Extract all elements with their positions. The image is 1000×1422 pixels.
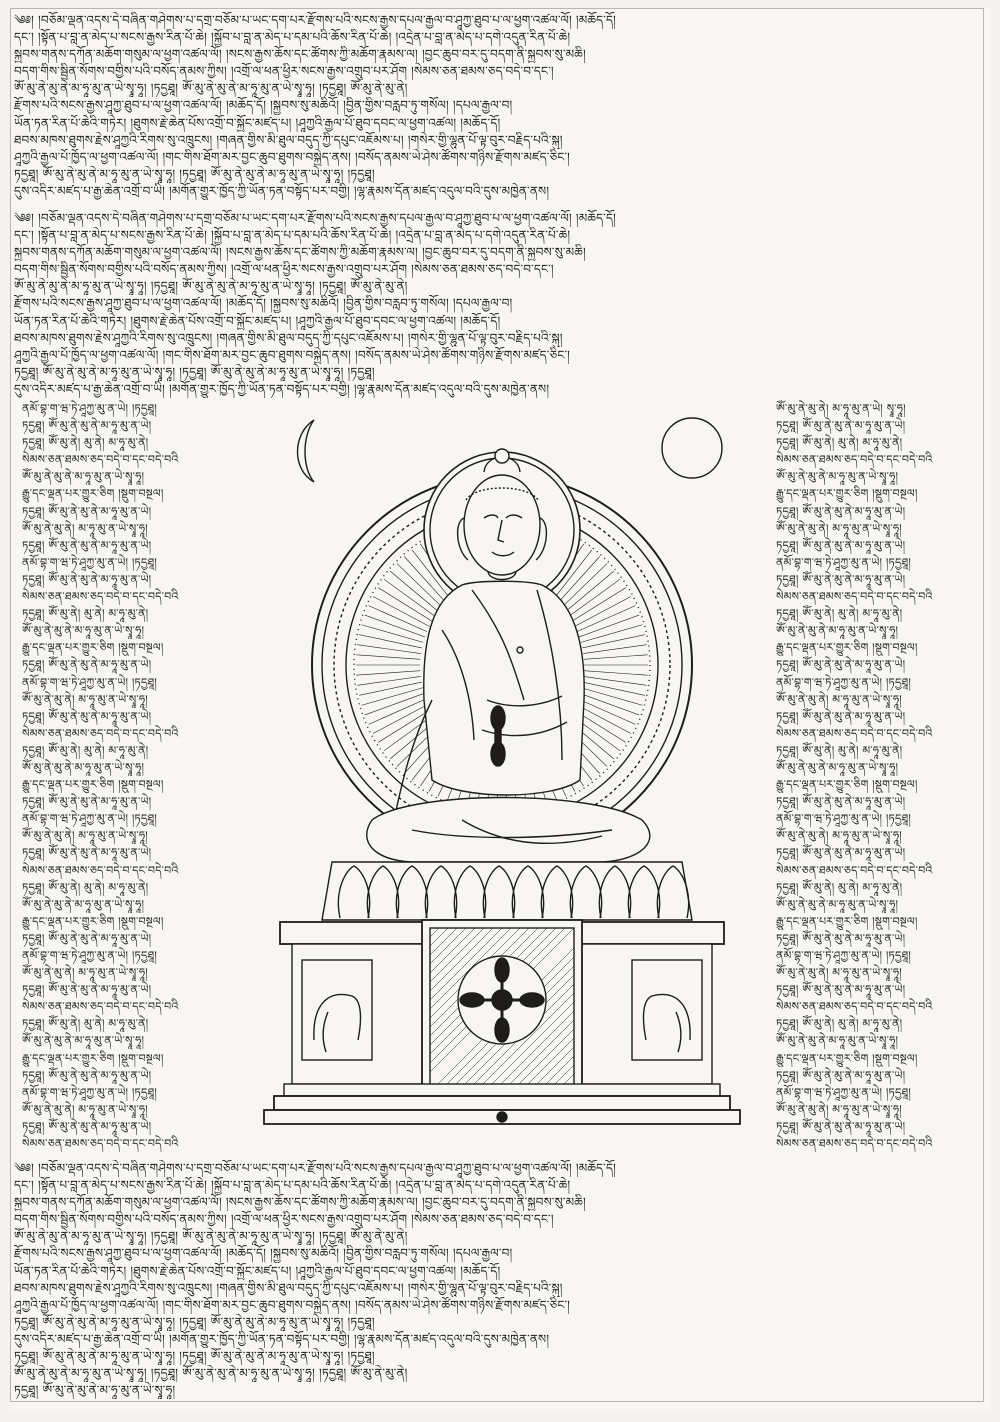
text-line: ཨོཾ་མུ་ནེ་མུ་ནེ། མ་ཧཱ་མུ་ན་ཡེ་སྭཱ་ཧཱ།	[22, 692, 148, 706]
text-line: ཏདྱཐཱ། ཨོཾ་མུ་ནེ་མུ་ནེ་མ་ཧཱ་མུ་ན་ཡེ།	[776, 572, 906, 586]
text-line: རྒྱུ་དང་ལྡན་པར་གྱུར་ཅིག །སྡུག་བསྔལ།	[22, 914, 164, 928]
text-line: སེམས་ཅན་ཐམས་ཅད་བདེ་བ་དང་བདེ་བའི	[22, 453, 179, 467]
text-line: སེམས་ཅན་ཐམས་ཅད་བདེ་བ་དང་བདེ་བའི	[776, 1000, 933, 1014]
text-line: བདག་གིས་སྦྱིན་སོགས་བགྱིས་པའི་བསོད་ནམས་ཀྱིས། །འགྲོ་ལ་ཕན་ཕྱིར་སངས་རྒྱས་འགྲུབ་པར་ཤོག །སེམས་ཅན་ཐམས་ཅད་བདེ་བ་དང་།	[14, 1212, 554, 1227]
text-line: ཏདྱཐཱ། ཨོཾ་མུ་ནེ་མུ་ནེ་མ་ཧཱ་མུ་ན་ཡེ།	[776, 1068, 906, 1082]
text-line: ཏདྱཐཱ། ཨོཾ་མུ་ནེ། མུ་ནེ། མ་ཧཱ་མུ་ནེ།	[776, 743, 903, 757]
text-line: ཨོཾ་མུ་ནེ་མུ་ནེ། མ་ཧཱ་མུ་ན་ཡེ་སྭཱ་ཧཱ།	[22, 1102, 148, 1116]
double-vajra-icon	[458, 956, 546, 1044]
text-line: རྒྱུ་དང་ལྡན་པར་གྱུར་ཅིག །སྡུག་བསྔལ།	[22, 1051, 164, 1065]
text-line: ཨོཾ་མུ་ནེ་མུ་ནེ་མ་ཧཱ་མུ་ན་ཡེ་སྭཱ་ཧཱ། །ཏདྱཐཱ། ཨོཾ་མུ་ནེ་མུ་ནེ་མ་ཧཱ་མུ་ན་ཡེ་སྭཱ་ཧཱ། །ཏདྱཐཱ། ཨོཾ་མུ་ནེ་མུ་ནེ།	[14, 1229, 408, 1244]
text-line: ནམོ་བྷ་ག་ཝ་ཏེ་ཤཱཀྱ་མུ་ན་ཡེ། །ཏདྱཐཱ།	[22, 1085, 158, 1099]
text-line: ཏདྱཐཱ། ཨོཾ་མུ་ནེ་མུ་ནེ་མ་ཧཱ་མུ་ན་ཡེ།	[776, 983, 906, 997]
text-line: ཨོཾ་མུ་ནེ་མུ་ནེ་མ་ཧཱ་མུ་ན་ཡེ་སྭཱ་ཧཱ།	[22, 624, 145, 638]
text-line: དང་། །སྟོན་པ་བླ་ན་མེད་པ་སངས་རྒྱས་རིན་པོ་ཆེ། །སྐྱོབ་པ་བླ་ན་མེད་པ་དམ་པའི་ཆོས་རིན་པོ་ཆེ། །འདྲེན་པ་བླ་ན་མེད་པ་དགེ་འདུན་རིན་པོ་ཆེ།	[14, 228, 571, 243]
text-line: རྒྱུ་དང་ལྡན་པར་གྱུར་ཅིག །སྡུག་བསྔལ།	[22, 778, 164, 792]
text-line: ཨོཾ་མུ་ནེ་མུ་ནེ་མ་ཧཱ་མུ་ན་ཡེ་སྭཱ་ཧཱ། །ཏདྱཐཱ། ཨོཾ་མུ་ནེ་མུ་ནེ་མ་ཧཱ་མུ་ན་ཡེ་སྭཱ་ཧཱ། །ཏདྱཐཱ། ཨོཾ་མུ་ནེ་མུ་ནེ།	[14, 81, 408, 96]
mantra-column-left	[22, 400, 224, 1160]
text-line: ཏདྱཐཱ། ཨོཾ་མུ་ནེ་མུ་ནེ་མ་ཧཱ་མུ་ན་ཡེ།	[776, 795, 906, 809]
text-line: ཏདྱཐཱ། ཨོཾ་མུ་ནེ་མུ་ནེ་མ་ཧཱ་མུ་ན་ཡེ་སྭཱ་ཧཱ། །ཏདྱཐཱ། ཨོཾ་མུ་ནེ་མུ་ནེ་མ་ཧཱ་མུ་ན་ཡེ་སྭཱ་ཧཱ། །ཏདྱཐཱ།	[14, 364, 375, 379]
text-line: ཏདྱཐཱ། ཨོཾ་མུ་ནེ་མུ་ནེ་མ་ཧཱ་མུ་ན་ཡེ།	[22, 983, 152, 997]
text-line: ཨོཾ་མུ་ནེ་མུ་ནེ། མ་ཧཱ་མུ་ན་ཡེ་སྭཱ་ཧཱ།	[22, 521, 148, 535]
text-line: ཏདྱཐཱ། ཨོཾ་མུ་ནེ་མུ་ནེ་མ་ཧཱ་མུ་ན་ཡེ།	[22, 1068, 152, 1082]
text-line: ཨོཾ་མུ་ནེ་མུ་ནེ་མ་ཧཱ་མུ་ན་ཡེ་སྭཱ་ཧཱ།	[776, 470, 899, 484]
prayer-text-top	[14, 12, 976, 202]
text-line: ཨོཾ་མུ་ནེ་མུ་ནེ་མ་ཧཱ་མུ་ན་ཡེ་སྭཱ་ཧཱ།	[776, 897, 899, 911]
text-line: ཏདྱཐཱ། ཨོཾ་མུ་ནེ་མུ་ནེ་མ་ཧཱ་མུ་ན་ཡེ།	[22, 572, 152, 586]
text-line: ཐབས་མཁས་ཐུགས་རྗེས་ཤཱཀྱའི་རིགས་སུ་འཁྲུངས། །གཞན་གྱིས་མི་ཐུལ་བདུད་ཀྱི་དཔུང་འཇོམས་པ། །གསེར་གྱི་ལྷུན་པོ་ལྟ་བུར་བརྗིད་པའི་སྐུ།	[14, 1280, 563, 1295]
text-line: ནམོ་བྷ་ག་ཝ་ཏེ་ཤཱཀྱ་མུ་ན་ཡེ། །ཏདྱཐཱ།	[776, 555, 912, 569]
crossed-legs-icon	[367, 798, 650, 863]
text-line: རྒྱུ་དང་ལྡན་པར་གྱུར་ཅིག །སྡུག་བསྔལ།	[776, 778, 918, 792]
text-line: ཨོཾ་མུ་ནེ་མུ་ནེ་མ་ཧཱ་མུ་ན་ཡེ་སྭཱ་ཧཱ།	[776, 624, 899, 638]
text-line: རྒྱུ་དང་ལྡན་པར་གྱུར་ཅིག །སྡུག་བསྔལ།	[776, 914, 918, 928]
text-line: ཨོཾ་མུ་ནེ་མུ་ནེ། མ་ཧཱ་མུ་ན་ཡེ་སྭཱ་ཧཱ།	[776, 966, 902, 980]
text-line: སྐྱབས་གནས་དཀོན་མཆོག་གསུམ་ལ་ཕྱག་འཚལ་ལོ། །སངས་རྒྱས་ཆོས་དང་ཚོགས་ཀྱི་མཆོག་རྣམས་ལ། །བྱང་ཆུབ་བར་དུ་བདག་ནི་སྐྱབས་སུ་མཆི།	[14, 47, 586, 62]
text-line: ཏདྱཐཱ། ཨོཾ་མུ་ནེ། མུ་ནེ། མ་ཧཱ་མུ་ནེ།	[776, 880, 903, 894]
text-line: ཡོན་ཏན་རིན་པོ་ཆེའི་གཏེར། །ཐུགས་རྗེ་ཆེན་པོས་འགྲོ་བ་སྐྱོང་མཛད་པ། །ཤཱཀྱའི་རྒྱལ་པོ་ཐུབ་དབང་ལ་ཕྱག་འཚལ། །མཆོད་དོ།	[14, 115, 501, 130]
full-moon-icon	[662, 418, 722, 478]
text-line: སེམས་ཅན་ཐམས་ཅད་བདེ་བ་དང་བདེ་བའི	[22, 863, 179, 877]
text-line: བདག་གིས་སྦྱིན་སོགས་བགྱིས་པའི་བསོད་ནམས་ཀྱིས། །འགྲོ་ལ་ཕན་ཕྱིར་སངས་རྒྱས་འགྲུབ་པར་ཤོག །སེམས་ཅན་ཐམས་ཅད་བདེ་བ་དང་།	[14, 262, 554, 277]
text-line: ཨོཾ་མུ་ནེ་མུ་ནེ། མ་ཧཱ་མུ་ན་ཡེ་སྭཱ་ཧཱ།	[776, 1102, 902, 1116]
text-line: ཏདྱཐཱ། ཨོཾ་མུ་ནེ། མུ་ནེ། མ་ཧཱ་མུ་ནེ།	[22, 1017, 149, 1031]
text-line: ཏདྱཐཱ། ཨོཾ་མུ་ནེ་མུ་ནེ་མ་ཧཱ་མུ་ན་ཡེ།	[22, 504, 152, 518]
text-line: ནམོ་བྷ་ག་ཝ་ཏེ་ཤཱཀྱ་མུ་ན་ཡེ། །ཏདྱཐཱ།	[776, 1085, 912, 1099]
buddha-head-icon	[464, 475, 540, 575]
text-line: ཨོཾ་མུ་ནེ་མུ་ནེ་མ་ཧཱ་མུ་ན་ཡེ་སྭཱ་ཧཱ།	[22, 1034, 145, 1048]
text-line: རྫོགས་པའི་སངས་རྒྱས་ཤཱཀྱ་ཐུབ་པ་ལ་ཕྱག་འཚལ་ལོ། །མཆོད་དོ། །སྐྱབས་སུ་མཆིའོ། །བྱིན་གྱིས་བརླབ་ཏུ་གསོལ། །དཔལ་རྒྱལ་བ།	[14, 98, 513, 113]
text-line: སེམས་ཅན་ཐམས་ཅད་བདེ་བ་དང་བདེ་བའི	[776, 863, 933, 877]
text-line: དུས་འདིར་མཛད་པ་རྒྱ་ཆེན་འགྲོ་བ་ཡི། །མགོན་གྱུར་ཁྱོད་ཀྱི་ཡོན་ཏན་བསྟོད་པར་བགྱི། །ལྷ་རྣམས་དོན་མཛད་འདུལ་བའི་དུས་མཁྱེན་ནས།	[14, 381, 550, 396]
text-line: སེམས་ཅན་ཐམས་ཅད་བདེ་བ་དང་བདེ་བའི	[22, 1137, 179, 1151]
text-line: ཏདྱཐཱ། ཨོཾ་མུ་ནེ་མུ་ནེ་མ་ཧཱ་མུ་ན་ཡེ།	[776, 931, 906, 945]
text-line: རྫོགས་པའི་སངས་རྒྱས་ཤཱཀྱ་ཐུབ་པ་ལ་ཕྱག་འཚལ་ལོ། །མཆོད་དོ། །སྐྱབས་སུ་མཆིའོ། །བྱིན་གྱིས་བརླབ་ཏུ་གསོལ། །དཔལ་རྒྱལ་བ།	[14, 296, 513, 311]
text-line: ནམོ་བྷ་ག་ཝ་ཏེ་ཤཱཀྱ་མུ་ན་ཡེ། །ཏདྱཐཱ།	[22, 949, 158, 962]
text-line: ཏདྱཐཱ། ཨོཾ་མུ་ནེ་མུ་ནེ་མ་ཧཱ་མུ་ན་ཡེ་སྭཱ་ཧཱ། །ཏདྱཐཱ། ཨོཾ་མུ་ནེ་མུ་ནེ་མ་ཧཱ་མུ་ན་ཡེ་སྭཱ་ཧཱ། །ཏདྱཐཱ།	[14, 1349, 375, 1364]
pedestal-icon	[264, 920, 740, 1124]
buddha-figure-svg	[262, 400, 762, 1160]
text-line: ཏདྱཐཱ། ཨོཾ་མུ་ནེ་མུ་ནེ་མ་ཧཱ་མུ་ན་ཡེ།	[22, 795, 152, 809]
text-line: ཡོན་ཏན་རིན་པོ་ཆེའི་གཏེར། །ཐུགས་རྗེ་ཆེན་པོས་འགྲོ་བ་སྐྱོང་མཛད་པ། །ཤཱཀྱའི་རྒྱལ་པོ་ཐུབ་དབང་ལ་ཕྱག་འཚལ། །མཆོད་དོ།	[14, 1263, 501, 1278]
text-line: སེམས་ཅན་ཐམས་ཅད་བདེ་བ་དང་བདེ་བའི	[22, 590, 179, 604]
text-line: དང་། །སྟོན་པ་བླ་ན་མེད་པ་སངས་རྒྱས་རིན་པོ་ཆེ། །སྐྱོབ་པ་བླ་ན་མེད་པ་དམ་པའི་ཆོས་རིན་པོ་ཆེ། །འདྲེན་པ་བླ་ན་མེད་པ་དགེ་འདུན་རིན་པོ་ཆེ།	[14, 30, 571, 45]
buddha-illustration	[262, 400, 762, 1160]
text-line: སེམས་ཅན་ཐམས་ཅད་བདེ་བ་དང་བདེ་བའི	[22, 726, 179, 740]
text-line: ཨོཾ་མུ་ནེ་མུ་ནེ་མ་ཧཱ་མུ་ན་ཡེ་སྭཱ་ཧཱ།	[776, 760, 899, 774]
text-line: ནམོ་བྷ་ག་ཝ་ཏེ་ཤཱཀྱ་མུ་ན་ཡེ། །ཏདྱཐཱ།	[22, 402, 158, 415]
text-line: ཏདྱཐཱ། ཨོཾ་མུ་ནེ་མུ་ནེ་མ་ཧཱ་མུ་ན་ཡེ།	[22, 709, 152, 723]
text-line: ཨོཾ་མུ་ནེ་མུ་ནེ་མ་ཧཱ་མུ་ན་ཡེ་སྭཱ་ཧཱ། །ཏདྱཐཱ། ཨོཾ་མུ་ནེ་མུ་ནེ་མ་ཧཱ་མུ་ན་ཡེ་སྭཱ་ཧཱ། །ཏདྱཐཱ། ཨོཾ་མུ་ནེ་མུ་ནེ།	[14, 279, 408, 294]
text-line: ཤཱཀྱའི་རྒྱལ་པོ་ཁྱོད་ལ་ཕྱག་འཚལ་ལོ། །གང་གིས་ཐོག་མར་བྱང་ཆུབ་ཐུགས་བསྐྱེད་ནས། །བསོད་ནམས་ཡེ་ཤེས་ཚོགས་གཉིས་རྫོགས་མཛད་ཅིང་།	[14, 149, 571, 164]
crescent-moon-icon	[298, 420, 315, 482]
text-line: རྫོགས་པའི་སངས་རྒྱས་ཤཱཀྱ་ཐུབ་པ་ལ་ཕྱག་འཚལ་ལོ། །མཆོད་དོ། །སྐྱབས་སུ་མཆིའོ། །བྱིན་གྱིས་བརླབ་ཏུ་གསོལ། །དཔལ་རྒྱལ་བ།	[14, 1246, 513, 1261]
text-line: ཨོཾ་མུ་ནེ་མུ་ནེ། མ་ཧཱ་མུ་ན་ཡེ་སྭཱ་ཧཱ།	[776, 692, 902, 706]
text-line: ཏདྱཐཱ། ཨོཾ་མུ་ནེ་མུ་ནེ་མ་ཧཱ་མུ་ན་ཡེ།	[22, 1119, 152, 1133]
text-line: ཐབས་མཁས་ཐུགས་རྗེས་ཤཱཀྱའི་རིགས་སུ་འཁྲུངས། །གཞན་གྱིས་མི་ཐུལ་བདུད་ཀྱི་དཔུང་འཇོམས་པ། །གསེར་གྱི་ལྷུན་པོ་ལྟ་བུར་བརྗིད་པའི་སྐུ།	[14, 330, 563, 345]
text-line: རྒྱུ་དང་ལྡན་པར་གྱུར་ཅིག །སྡུག་བསྔལ།	[22, 487, 164, 501]
text-line: ཏདྱཐཱ། ཨོཾ་མུ་ནེ་མུ་ནེ་མ་ཧཱ་མུ་ན་ཡེ།	[776, 709, 906, 723]
text-line: ཨོཾ་མུ་ནེ་མུ་ནེ་མ་ཧཱ་མུ་ན་ཡེ་སྭཱ་ཧཱ། །ཏདྱཐཱ། ཨོཾ་མུ་ནེ་མུ་ནེ་མ་ཧཱ་མུ་ན་ཡེ་སྭཱ་ཧཱ། །ཏདྱཐཱ། ཨོཾ་མུ་ནེ་མུ་ནེ།	[14, 1366, 408, 1381]
text-line: ཏདྱཐཱ། ཨོཾ་མུ་ནེ་མུ་ནེ་མ་ཧཱ་མུ་ན་ཡེ་སྭཱ་ཧཱ། །ཏདྱཐཱ། ཨོཾ་མུ་ནེ་མུ་ནེ་མ་ཧཱ་མུ་ན་ཡེ་སྭཱ་ཧཱ། །ཏདྱཐཱ།	[14, 166, 375, 181]
text-line: ༄༅། །བཅོམ་ལྡན་འདས་དེ་བཞིན་གཤེགས་པ་དགྲ་བཅོམ་པ་ཡང་དག་པར་རྫོགས་པའི་སངས་རྒྱས་དཔལ་རྒྱལ་བ་ཤཱཀྱ་ཐུབ་པ་ལ་ཕྱག་འཚལ་ལོ། །མཆོད་དོ།	[14, 1161, 616, 1175]
text-line: བདག་གིས་སྦྱིན་སོགས་བགྱིས་པའི་བསོད་ནམས་ཀྱིས། །འགྲོ་ལ་ཕན་ཕྱིར་སངས་རྒྱས་འགྲུབ་པར་ཤོག །སེམས་ཅན་ཐམས་ཅད་བདེ་བ་དང་།	[14, 64, 554, 79]
text-line: ནམོ་བྷ་ག་ཝ་ཏེ་ཤཱཀྱ་མུ་ན་ཡེ། །ཏདྱཐཱ།	[776, 812, 912, 826]
text-line: སེམས་ཅན་ཐམས་ཅད་བདེ་བ་དང་བདེ་བའི	[776, 590, 933, 604]
text-line: ཏདྱཐཱ། ཨོཾ་མུ་ནེ་མུ་ནེ་མ་ཧཱ་མུ་ན་ཡེ།	[776, 538, 906, 552]
text-line: ཏདྱཐཱ། ཨོཾ་མུ་ནེ་མུ་ནེ་མ་ཧཱ་མུ་ན་ཡེ།	[776, 504, 906, 518]
text-line: ཡོན་ཏན་རིན་པོ་ཆེའི་གཏེར། །ཐུགས་རྗེ་ཆེན་པོས་འགྲོ་བ་སྐྱོང་མཛད་པ། །ཤཱཀྱའི་རྒྱལ་པོ་ཐུབ་དབང་ལ་ཕྱག་འཚལ། །མཆོད་དོ།	[14, 313, 501, 328]
text-line: ཏདྱཐཱ། ཨོཾ་མུ་ནེ་མུ་ནེ་མ་ཧཱ་མུ་ན་ཡེ།	[776, 846, 906, 860]
text-line: ཏདྱཐཱ། ཨོཾ་མུ་ནེ། མུ་ནེ། མ་ཧཱ་མུ་ནེ།	[22, 880, 149, 894]
text-line: ཤཱཀྱའི་རྒྱལ་པོ་ཁྱོད་ལ་ཕྱག་འཚལ་ལོ། །གང་གིས་ཐོག་མར་བྱང་ཆུབ་ཐུགས་བསྐྱེད་ནས། །བསོད་ནམས་ཡེ་ཤེས་ཚོགས་གཉིས་རྫོགས་མཛད་ཅིང་།	[14, 1297, 571, 1312]
text-line: དུས་འདིར་མཛད་པ་རྒྱ་ཆེན་འགྲོ་བ་ཡི། །མགོན་གྱུར་ཁྱོད་ཀྱི་ཡོན་ཏན་བསྟོད་པར་བགྱི། །ལྷ་རྣམས་དོན་མཛད་འདུལ་བའི་དུས་མཁྱེན་ནས།	[14, 183, 550, 198]
text-line: ཨོཾ་མུ་ནེ་མུ་ནེ་མ་ཧཱ་མུ་ན་ཡེ་སྭཱ་ཧཱ།	[776, 1034, 899, 1048]
text-line: ཏདྱཐཱ། ཨོཾ་མུ་ནེ་མུ་ནེ་མ་ཧཱ་མུ་ན་ཡེ།	[22, 538, 152, 552]
text-line: རྒྱུ་དང་ལྡན་པར་གྱུར་ཅིག །སྡུག་བསྔལ།	[776, 641, 918, 655]
text-line: སེམས་ཅན་ཐམས་ཅད་བདེ་བ་དང་བདེ་བའི	[776, 453, 933, 467]
text-line: ཨོཾ་མུ་ནེ་མུ་ནེ། མ་ཧཱ་མུ་ན་ཡེ། སྭཱ་ཧཱ།	[776, 402, 906, 415]
text-line: ནམོ་བྷ་ག་ཝ་ཏེ་ཤཱཀྱ་མུ་ན་ཡེ། །ཏདྱཐཱ།	[22, 812, 158, 826]
text-line: ཏདྱཐཱ། ཨོཾ་མུ་ནེ། མུ་ནེ། མ་ཧཱ་མུ་ནེ།	[776, 1017, 903, 1031]
text-line: ཏདྱཐཱ། ཨོཾ་མུ་ནེ་མུ་ནེ་མ་ཧཱ་མུ་ན་ཡེ།	[776, 419, 906, 433]
text-line: ཤཱཀྱའི་རྒྱལ་པོ་ཁྱོད་ལ་ཕྱག་འཚལ་ལོ། །གང་གིས་ཐོག་མར་བྱང་ཆུབ་ཐུགས་བསྐྱེད་ནས། །བསོད་ནམས་ཡེ་ཤེས་ཚོགས་གཉིས་རྫོགས་མཛད་ཅིང་།	[14, 347, 571, 362]
text-line: ཏདྱཐཱ། ཨོཾ་མུ་ནེ་མུ་ནེ་མ་ཧཱ་མུ་ན་ཡེ་སྭཱ་ཧཱ། །ཏདྱཐཱ། ཨོཾ་མུ་ནེ་མུ་ནེ་མ་ཧཱ་མུ་ན་ཡེ་སྭཱ་ཧཱ། །ཏདྱཐཱ།	[14, 1314, 375, 1329]
text-line: རྒྱུ་དང་ལྡན་པར་གྱུར་ཅིག །སྡུག་བསྔལ།	[22, 641, 164, 655]
text-line: དུས་འདིར་མཛད་པ་རྒྱ་ཆེན་འགྲོ་བ་ཡི། །མགོན་གྱུར་ཁྱོད་ཀྱི་ཡོན་ཏན་བསྟོད་པར་བགྱི། །ལྷ་རྣམས་དོན་མཛད་འདུལ་བའི་དུས་མཁྱེན་ནས།	[14, 1331, 550, 1346]
text-line: ཨོཾ་མུ་ནེ་མུ་ནེ་མ་ཧཱ་མུ་ན་ཡེ་སྭཱ་ཧཱ།	[22, 760, 145, 774]
text-line: ཏདྱཐཱ། ཨོཾ་མུ་ནེ་མུ་ནེ་མ་ཧཱ་མུ་ན་ཡེ།	[22, 931, 152, 945]
text-line: ཏདྱཐཱ། ཨོཾ་མུ་ནེ། མུ་ནེ། མ་ཧཱ་མུ་ནེ།	[22, 607, 149, 621]
text-line: སེམས་ཅན་ཐམས་ཅད་བདེ་བ་དང་བདེ་བའི	[776, 1137, 933, 1151]
text-line: རྒྱུ་དང་ལྡན་པར་གྱུར་ཅིག །སྡུག་བསྔལ།	[776, 487, 918, 501]
text-line: ཏདྱཐཱ། ཨོཾ་མུ་ནེ། མུ་ནེ། མ་ཧཱ་མུ་ནེ།	[22, 436, 149, 450]
text-line: ཏདྱཐཱ། ཨོཾ་མུ་ནེ། མུ་ནེ། མ་ཧཱ་མུ་ནེ།	[22, 743, 149, 757]
mantra-column-right	[776, 400, 978, 1160]
text-line: ༄༅། །བཅོམ་ལྡན་འདས་དེ་བཞིན་གཤེགས་པ་དགྲ་བཅོམ་པ་ཡང་དག་པར་རྫོགས་པའི་སངས་རྒྱས་དཔལ་རྒྱལ་བ་ཤཱཀྱ་ཐུབ་པ་ལ་ཕྱག་འཚལ་ལོ། །མཆོད་དོ།	[14, 211, 616, 225]
text-line: ཏདྱཐཱ། ཨོཾ་མུ་ནེ། མུ་ནེ། མ་ཧཱ་མུ་ནེ།	[776, 436, 903, 450]
text-line: དང་། །སྟོན་པ་བླ་ན་མེད་པ་སངས་རྒྱས་རིན་པོ་ཆེ། །སྐྱོབ་པ་བླ་ན་མེད་པ་དམ་པའི་ཆོས་རིན་པོ་ཆེ། །འདྲེན་པ་བླ་ན་མེད་པ་དགེ་འདུན་རིན་པོ་ཆེ།	[14, 1178, 571, 1193]
buddha-body-icon	[424, 581, 584, 795]
text-line: ཏདྱཐཱ། ཨོཾ་མུ་ནེ་མུ་ནེ་མ་ཧཱ་མུ་ན་ཡེ།	[22, 419, 152, 433]
text-line: ནམོ་བྷ་ག་ཝ་ཏེ་ཤཱཀྱ་མུ་ན་ཡེ། །ཏདྱཐཱ།	[776, 949, 912, 962]
text-line: ཐབས་མཁས་ཐུགས་རྗེས་ཤཱཀྱའི་རིགས་སུ་འཁྲུངས། །གཞན་གྱིས་མི་ཐུལ་བདུད་ཀྱི་དཔུང་འཇོམས་པ། །གསེར་གྱི་ལྷུན་པོ་ལྟ་བུར་བརྗིད་པའི་སྐུ།	[14, 132, 563, 147]
text-line: སེམས་ཅན་ཐམས་ཅད་བདེ་བ་དང་བདེ་བའི	[776, 726, 933, 740]
text-line: ༄༅། །བཅོམ་ལྡན་འདས་དེ་བཞིན་གཤེགས་པ་དགྲ་བཅོམ་པ་ཡང་དག་པར་རྫོགས་པའི་སངས་རྒྱས་དཔལ་རྒྱལ་བ་ཤཱཀྱ་ཐུབ་པ་ལ་ཕྱག་འཚལ་ལོ། །མཆོད་དོ།	[14, 13, 616, 27]
prayer-text-middle	[14, 210, 976, 400]
text-line: རྒྱུ་དང་ལྡན་པར་གྱུར་ཅིག །སྡུག་བསྔལ།	[776, 1051, 918, 1065]
text-line: ནམོ་བྷ་ག་ཝ་ཏེ་ཤཱཀྱ་མུ་ན་ཡེ། །ཏདྱཐཱ།	[776, 675, 912, 689]
text-line: ཏདྱཐཱ། ཨོཾ་མུ་ནེ་མུ་ནེ་མ་ཧཱ་མུ་ན་ཡེ་སྭཱ་ཧཱ།	[14, 1383, 176, 1398]
text-line: ཨོཾ་མུ་ནེ་མུ་ནེ། མ་ཧཱ་མུ་ན་ཡེ་སྭཱ་ཧཱ།	[22, 829, 148, 843]
text-line: ཨོཾ་མུ་ནེ་མུ་ནེ་མ་ཧཱ་མུ་ན་ཡེ་སྭཱ་ཧཱ།	[22, 897, 145, 911]
text-line: ཨོཾ་མུ་ནེ་མུ་ནེ་མ་ཧཱ་མུ་ན་ཡེ་སྭཱ་ཧཱ།	[22, 470, 145, 484]
text-line: ཏདྱཐཱ། ཨོཾ་མུ་ནེ་མུ་ནེ་མ་ཧཱ་མུ་ན་ཡེ།	[776, 1119, 906, 1133]
text-line: ནམོ་བྷ་ག་ཝ་ཏེ་ཤཱཀྱ་མུ་ན་ཡེ། །ཏདྱཐཱ།	[22, 675, 158, 689]
lotus-throne-icon	[322, 862, 692, 920]
text-line: སྐྱབས་གནས་དཀོན་མཆོག་གསུམ་ལ་ཕྱག་འཚལ་ལོ། །སངས་རྒྱས་ཆོས་དང་ཚོགས་ཀྱི་མཆོག་རྣམས་ལ། །བྱང་ཆུབ་བར་དུ་བདག་ནི་སྐྱབས་སུ་མཆི།	[14, 1195, 586, 1210]
text-line: ཨོཾ་མུ་ནེ་མུ་ནེ། མ་ཧཱ་མུ་ན་ཡེ་སྭཱ་ཧཱ།	[776, 521, 902, 535]
text-line: ཨོཾ་མུ་ནེ་མུ་ནེ། མ་ཧཱ་མུ་ན་ཡེ་སྭཱ་ཧཱ།	[22, 966, 148, 980]
text-line: ཏདྱཐཱ། ཨོཾ་མུ་ནེ། མུ་ནེ། མ་ཧཱ་མུ་ནེ།	[776, 607, 903, 621]
text-line: སྐྱབས་གནས་དཀོན་མཆོག་གསུམ་ལ་ཕྱག་འཚལ་ལོ། །སངས་རྒྱས་ཆོས་དང་ཚོགས་ཀྱི་མཆོག་རྣམས་ལ། །བྱང་ཆུབ་བར་དུ་བདག་ནི་སྐྱབས་སུ་མཆི།	[14, 245, 586, 260]
text-line: ཏདྱཐཱ། ཨོཾ་མུ་ནེ་མུ་ནེ་མ་ཧཱ་མུ་ན་ཡེ།	[776, 658, 906, 672]
text-line: ཨོཾ་མུ་ནེ་མུ་ནེ། མ་ཧཱ་མུ་ན་ཡེ་སྭཱ་ཧཱ།	[776, 829, 902, 843]
prayer-text-bottom	[14, 1160, 976, 1405]
text-line: ཏདྱཐཱ། ཨོཾ་མུ་ནེ་མུ་ནེ་མ་ཧཱ་མུ་ན་ཡེ།	[22, 658, 152, 672]
text-line: ནམོ་བྷ་ག་ཝ་ཏེ་ཤཱཀྱ་མུ་ན་ཡེ། །ཏདྱཐཱ།	[22, 555, 158, 569]
text-line: སེམས་ཅན་ཐམས་ཅད་བདེ་བ་དང་བདེ་བའི	[22, 1000, 179, 1014]
text-line: ཏདྱཐཱ། ཨོཾ་མུ་ནེ་མུ་ནེ་མ་ཧཱ་མུ་ན་ཡེ།	[22, 846, 152, 860]
